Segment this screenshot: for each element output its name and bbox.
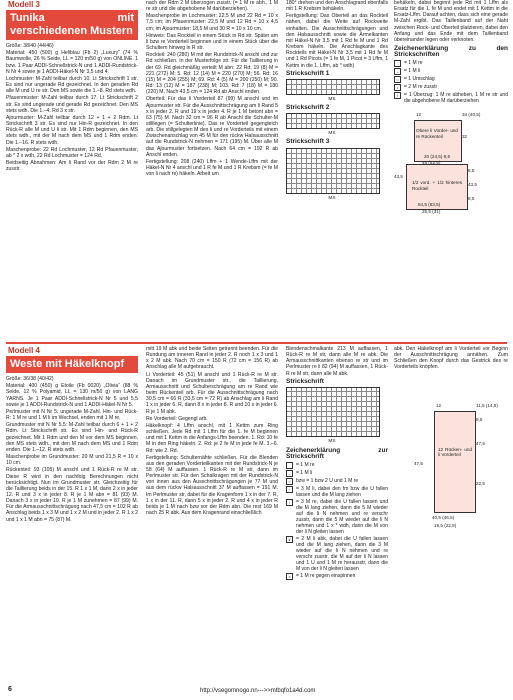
page-number: 6 bbox=[8, 686, 12, 693]
model4-text-11: Fertigstellung: Schulternähte schließen. Für die Blenden aus den geraden Vorderteilkanten mit der Rundstrick-N je 58 (64) M auffassen. 1 Rück-R re M str, dann im Perlmuster str. Für den Schalkragen mit der Rundstrick-N von innen aus den Ausschnittschrägungen je 77 M und aus dem rückw Halsausschnitt 37 M auffassen = 191 M. Im Perlmuster str, dabei für die Kragenform 1 x in der 7. R, 1 x in der 11. R, dann 5 x in jeder 2. R und 4 x in jeder R beids je 1 M nach bzw vor der Rdm abn. Die rest 169 M nach 25 R abk. Aus dem Kragenrand einschließlich bbox=[146, 454, 278, 517]
model3-text-8: nach der Rdm 2 M überzogen zusstr. (= 1 M re abh., 1 M re str und die abgehobene M darüberziehen). bbox=[146, 0, 278, 13]
model3-text-15: Fertigstellung: Das Oberteil an das Rockteil nähen, dabei die Weite auf Rockweite einhalten. Die Ausschnittschrägungen und den Halsausschnitt sowie die Ärmelkanten mit Häkel-N Nr 3,5 mit 1 Rd fe M und 1 Rd Krebsm häkeln. Die Anschlagkante des Rockteils mit Häkel-N Nr 3,5 mit 1 Rd fe M und 1 Rd Picots (= 1 fe M, 1 Picot = 3 Lffm, 1 Kettm in die 1. Lffm, ab * wdh) bbox=[286, 13, 388, 69]
bind-off-left-symbol-icon: ◦ bbox=[286, 486, 293, 493]
yarn-over-symbol-icon: ○ bbox=[286, 478, 293, 485]
model3-col1 bbox=[6, 0, 138, 173]
model4-col4 bbox=[394, 346, 508, 551]
model4-schematic: 12 11,5 (14,5) 9,5 47,5 47,5 12 Rücken- und li Vorderteil 22,5 40,5 (46,5) 19,5 (22,5) bbox=[414, 402, 498, 528]
chart1-label: Strickschrift 1 bbox=[286, 69, 330, 77]
twist-symbol-icon: × bbox=[286, 573, 293, 580]
model3-schematic: 12 34 (40,5) Obere li Vorder- und re Rückenteil 32 20 (24,5) 8,5 46 (52,5) 43,5 8,5 1/2 vord. + 1/2 hinteres Rockteil 43,5 8,5 54,5 (63,5) 25,5 (31) bbox=[394, 112, 481, 215]
model3-text-12: Oberteil: Für das li Vorderteil 87 (99) M anschl und im Ajourmuster str. Für die Ausschnittschrägung am li Rand 5 x in jeder 2. R und 19 x in jeder 4. R je 1 M betont abn = 63 (75) M. Nach 32 cm = 96 R ab Anschl die Schulter-M stilllegen (= Schulterlinie). Das re Vorderteil gegengleich arb. Die stillgelegten M des li und re Vorderteils mit einem Zwischenanschlag von 45 M für den rückw Halsausschnitt auf die Rundstrick-N nehmen = 171 (195) M. Über alle M das Ajourmuster fortsetzen. Nach 64 cm = 192 R ab Anschl enden. bbox=[146, 96, 278, 158]
model3-text-2: Material: 450 (500) g Heliblau (Fb 2) „Luxury“ (74 % Baumwolle, 26 % Seide, LL = 120 m/50 g) von ONLINE. 1 bzw. 1 Paar ADDI-Schnellstrick-N und 1 ADDI-Rundstrick-N Nr 4 sowie je 1 ADDI-Häkel-N Nr 3,5 und 4. bbox=[6, 50, 138, 75]
model4-legend-row-7: × = 1 M re gegen einspinnen bbox=[286, 573, 388, 580]
model3-text-9: Maschenprobe im Lochmuster: 22,5 M und 22 Rd = 10 x 7,5 cm; im Pfauenmuster: 22,5 M und 12 Rd = 10 x 4,5 cm; im Ajourmuster: 18,5 M und 30 R = 10 x 10 cm. bbox=[146, 13, 278, 32]
skp-symbol-icon: \ bbox=[394, 92, 401, 99]
model4-chart-ms: MS bbox=[328, 438, 336, 444]
model3-text-11: Rockteil: 240 (280) M mit der Rundstrick-N anschl und zur Rd schließen. In der Musterfolge str. Für die Taillierung in der 69. Rd gleichmäßig verteilt M abn: 22 Rd: 19 (8) M = 221 (272) M; 5. Rd: 12 (14) M = 220 (270) M; 56. Rd: 16 (15) M = 204 (255) M; 69. Rd: 4 (5) M = 200 (250) M; 90. Rd: 13 (12) M = 187 (238) M; 103. Rd: 7 (18) M = 180 (220) M. Nach 43,5 cm = 124 Rd ab Anschl enden. bbox=[146, 52, 278, 96]
model4-legend-row-6: ∨ = 2 M li abk, dabei die U fallen lassen und die M lang ziehen, dann die 3 M wieder auf die li N nehmen und re verschr zusstr, die M auf der li N lassen und 1 U und 1 M re herausstr, dann die M von der li N gleiten lassen bbox=[286, 536, 388, 572]
model4-chart-label: Strickschrift bbox=[286, 377, 324, 385]
legend-row-1: = 1 M re bbox=[394, 60, 508, 67]
model4-text-5: Maschenprobe im Grundmuster: 20 M und 21,5 R = 10 x 10 cm. bbox=[6, 454, 138, 467]
model4-legend-row-2: – = 1 M li bbox=[286, 470, 388, 477]
model3-title: Tunika mit verschiedenen Mustern bbox=[6, 10, 138, 40]
model3-text-7: Beidseitig Abnahmen: Am li Rand vor der Rdm 2 M re zusstr. bbox=[6, 159, 138, 173]
legend-row-5: \ = 1 Überzug: 1 M re abheben, 1 M re str und die abgehobene M darüberziehen bbox=[394, 92, 508, 104]
legend-row-3: ○ = 1 Umschlag bbox=[394, 76, 508, 83]
model4-title: Weste mit Häkelknopf bbox=[6, 356, 138, 373]
model4-text-8: Li Vorderteil: 45 (51) M anschl und 1 Rück-R re M str. Danach im Grundmuster str., die Taillierung, Armausschnitt und Schulterschrägung am re Rand wie beim Rückenteil arb. Für die Ausschnittschrägung nach 30,5 cm = 66 R (33,5 cm = 72 R) ab Anschlag am li Rand 1 x in jeder 6. R, dann 8 x in jeder 8. R und 10 x in jeder 6. R je 1 M abk. bbox=[146, 371, 278, 415]
legend-row-4: / = 2 M re zusstr bbox=[394, 84, 508, 91]
model4-legend-row-5: ↓ = 3 M re, dabei die U fallen lassen und die M lang ziehen, dann die 5 M wieder auf die li N nehmen und re verschr zusstr, dann die 5 M wieder auf die li N nehmen und 1 x * wdh, dann die M von der li N gleiten lassen bbox=[286, 499, 388, 535]
model4-col1 bbox=[6, 346, 138, 524]
model3-col2 bbox=[146, 0, 278, 178]
drop-stitch-symbol-icon: ↓ bbox=[286, 499, 293, 506]
model3-label: Modell 3 bbox=[8, 0, 41, 9]
chart3-label: Strickschrift 3 bbox=[286, 138, 330, 146]
chart1-ms: MS bbox=[328, 96, 336, 102]
model4-col3 bbox=[286, 346, 388, 581]
yarn-over-symbol-icon: ○ bbox=[394, 76, 401, 83]
model4-chart-grid bbox=[286, 387, 380, 437]
legend-row-2: – = 1 M li bbox=[394, 68, 508, 75]
chart3-ms: MS bbox=[328, 195, 336, 201]
model3-text-16: behäkeln, dabei beginnt jede Rd mit 1 Lffm als Ersatz für die 1. fe M und endet mit 1 Kettm in die Ersatz-Lffm. Darauf achten, dass sich eine gerade M-Zahl ergibt. Das Taillenband auf der Naht zwischen Rock- und Oberteil platzieren, dabei den Anfang und das Ende mit dem Taillenband übereinander legen oder verknoten. bbox=[394, 0, 508, 43]
knit-left-symbol-icon: – bbox=[286, 470, 293, 477]
model4-text-1: Größe: 36/38 (40/42) bbox=[6, 376, 54, 383]
knit-right-symbol-icon bbox=[394, 60, 401, 67]
model4-text-12: Blendenschmalkante 213 M auffassen, 1 Rück-R re M str, dann alle M re abk. Die Armausschnittkanten ebenso re str und im Perlmuster re li 82 (94) M auffassen, 1 Rück-R re M str, dann alle M abk. bbox=[286, 346, 388, 377]
model4-text-13: abk. Den Häkelknopf am li Vorderteil vor Beginn der Ausschnittschrägung annähen. Zum Schließen den Knopf durch das Gestrick des re Vorderteils knöpfen. bbox=[394, 346, 508, 371]
chart1-grid bbox=[286, 79, 380, 95]
model4-text-10: Häkelknopf: 4 Lffm anschl, mit 1 Kettm zum Ring schließen. Jede Rd mit 1 Lffm für die 1. fe M beginnen und mit 1 Kettm in die Anfangs-Lffm beenden. 1. Rd: 10 fe M in den Ring häkeln. 2. Rd: je 2 fe M in jede fe M. 3.–6. Rd: wie 2. Rd. bbox=[146, 422, 278, 454]
model4-legend-title: Zeichenerklärung zur Strickschrift bbox=[286, 447, 388, 461]
model3-text-6: Maschenprobe: 22 Rd Lochmuster, 12 Rd Pfauenmuster, ab * 2 x wdh, 22 Rd Lochmuster = 124 Rd. bbox=[6, 146, 138, 159]
model4-col2 bbox=[146, 346, 278, 517]
chart2-grid bbox=[286, 113, 380, 129]
model3-text-13: Fertigstellung: 208 (240) Lffm + 1 Wende-Lffm mit der Häkel-N Nr 4 anschl und 1 R fe M und 1 R Krebsm (= fe M von li nach re) häkeln. Arbeit um bbox=[146, 158, 278, 178]
chart2-ms: MS bbox=[328, 131, 336, 137]
model3-text-3: Lochmuster: M-Zahl teilbar durch 10. Lt Strickschrift 1 str. Es sind nur ungerade Rd gezeichnet. In den geraden Rd alle M und U re str. Den MS sowie die 1.–8. Rd stets wdh. bbox=[6, 75, 138, 95]
model3-legend-title: Zeichenerklärung zu den Strickschriften bbox=[394, 45, 508, 59]
model4-label: Modell 4 bbox=[8, 346, 41, 355]
cluster-symbol-icon: ∨ bbox=[286, 536, 293, 543]
model4-text-6: Rückenteil: 93 (105) M anschl und 1 Rück-R re M str. Diese R wird in den nachfolg Berechnungen nicht berücksichtigt. Nun im Grundmuster str. Gleichzeitig für die Taillierung beids in der 15. R 1 x 1 M, dann 2 x in jeder 12. R und 3 x in jeder 8. R je 1 M abn = 81 (93) M. Danach 3 x in jeder 10. R je 1 M zunehmen = 87 (99) M. Für die Armausschnittschrägung nach 47,5 cm = 102 R ab Anschlag beids 1 x 3 M und 1 x 2 M und in jeder 2. R 1 x 2 und 1 x 1 M abn = 75 (87) M. bbox=[6, 467, 138, 523]
model3-section bbox=[0, 0, 513, 342]
model3-text-5: Ajourmuster: M-Zahl teilbar durch 12 + 1 + 2 Rdm. Lt Strickschrift 3 str. Es sind nur Hin-R gezeichnet. In den Rück-R alle M und U li str. Mit 1 Rdm beginnen, den MS stets wdh., mit der M nach dem MS und 1 Rdm enden. Die 1.–16. R stets wdh. bbox=[6, 114, 138, 146]
model4-text-4: Grundmuster mit N Nr 5,5: M-Zahl teilbar durch 6 + 1 + 2 Rdm. Lt Strickschrift str. Es sind Hin- und Rück-R gezeichnet. Mit 1 Rdm und den M vor dem MS beginnen, den MS stets wdh., mit den M nach dem MS und 1 Rdm enden. Die 1.–12. R stets wdh. bbox=[6, 422, 138, 453]
model4-legend-row-4: ◦ = 3 M li, dabei den fm bzw die U fallen lassen und die M lang ziehen bbox=[286, 486, 388, 498]
model4-section bbox=[0, 346, 513, 688]
knit-left-symbol-icon: – bbox=[394, 68, 401, 75]
chart2-label: Strickschrift 2 bbox=[286, 104, 330, 112]
k2tog-symbol-icon: / bbox=[394, 84, 401, 91]
model4-text-3: Perlmuster mit N Nr 5: ungerade M-Zahl. Hin- und Rück-R: 1 M re und 1 M li im Wechsel, enden mit 1 M re. bbox=[6, 408, 138, 422]
model3-col3 bbox=[286, 0, 388, 202]
model3-text-1: Größe: 38/40 (44/46) bbox=[6, 43, 54, 50]
model4-legend-row-1: = 1 M re bbox=[286, 462, 388, 469]
model3-col4 bbox=[394, 0, 508, 215]
section-divider bbox=[6, 342, 507, 344]
knit-right-symbol-icon bbox=[286, 462, 293, 469]
vest-body-shape bbox=[434, 411, 476, 513]
model4-text-7: mitt 19 M abk und beide Seiten getrennt beenden. Für die Rundung am inneren Rand in jeder 2. R noch 1 x 3 und 1 x 2 M abk. Nach 70 cm = 150 R (72 cm = 156 R) ab Anschlag alle M aufgebraucht. bbox=[146, 346, 278, 371]
model3-text-14: 180° drehen und den Anschlagrand ebenfalls mit 1 R Krebsm behäkeln. bbox=[286, 0, 388, 13]
chart3-grid bbox=[286, 148, 380, 194]
model3-text-4: Pfauenmuster: M-Zahl teilbar durch 17. Lt Strickschrift 2 str. Es sind ungerade und gerade Rd gezeichnet. Den MS stets wdh. Die 1.–4. Rd 3 x str. bbox=[6, 95, 138, 114]
model4-legend-row-3: ○ bzw = 1 bzw 2 U und 1 M re bbox=[286, 478, 388, 485]
model4-text-2: Material: 400 (450) g Etoile (Fb 0020) „Olivia“ (88 % Seide, 12 % Polyamid, LL = 130 m/50 g) von LANG YARNS. Je 1 Paar ADDI-Schnellstrick-N Nr 5 und 5,5 sowie je 1 ADDI-Rundstrick-N und 1 ADDI-Häkel-N Nr 5. bbox=[6, 383, 138, 408]
model4-text-9: Re Vorderteil: Gegengl arb. bbox=[146, 415, 208, 422]
source-url[interactable]: http://vsegomnogo.nn--->>mtbqfo1a4d.com bbox=[200, 688, 316, 694]
model3-text-10: Hinweis: Das Rockteil in einem Stück in Rd str. Später am li bzw re Vorderteil beginnen und in einem Stück über die Schultern hinweg in R str. bbox=[146, 32, 278, 52]
